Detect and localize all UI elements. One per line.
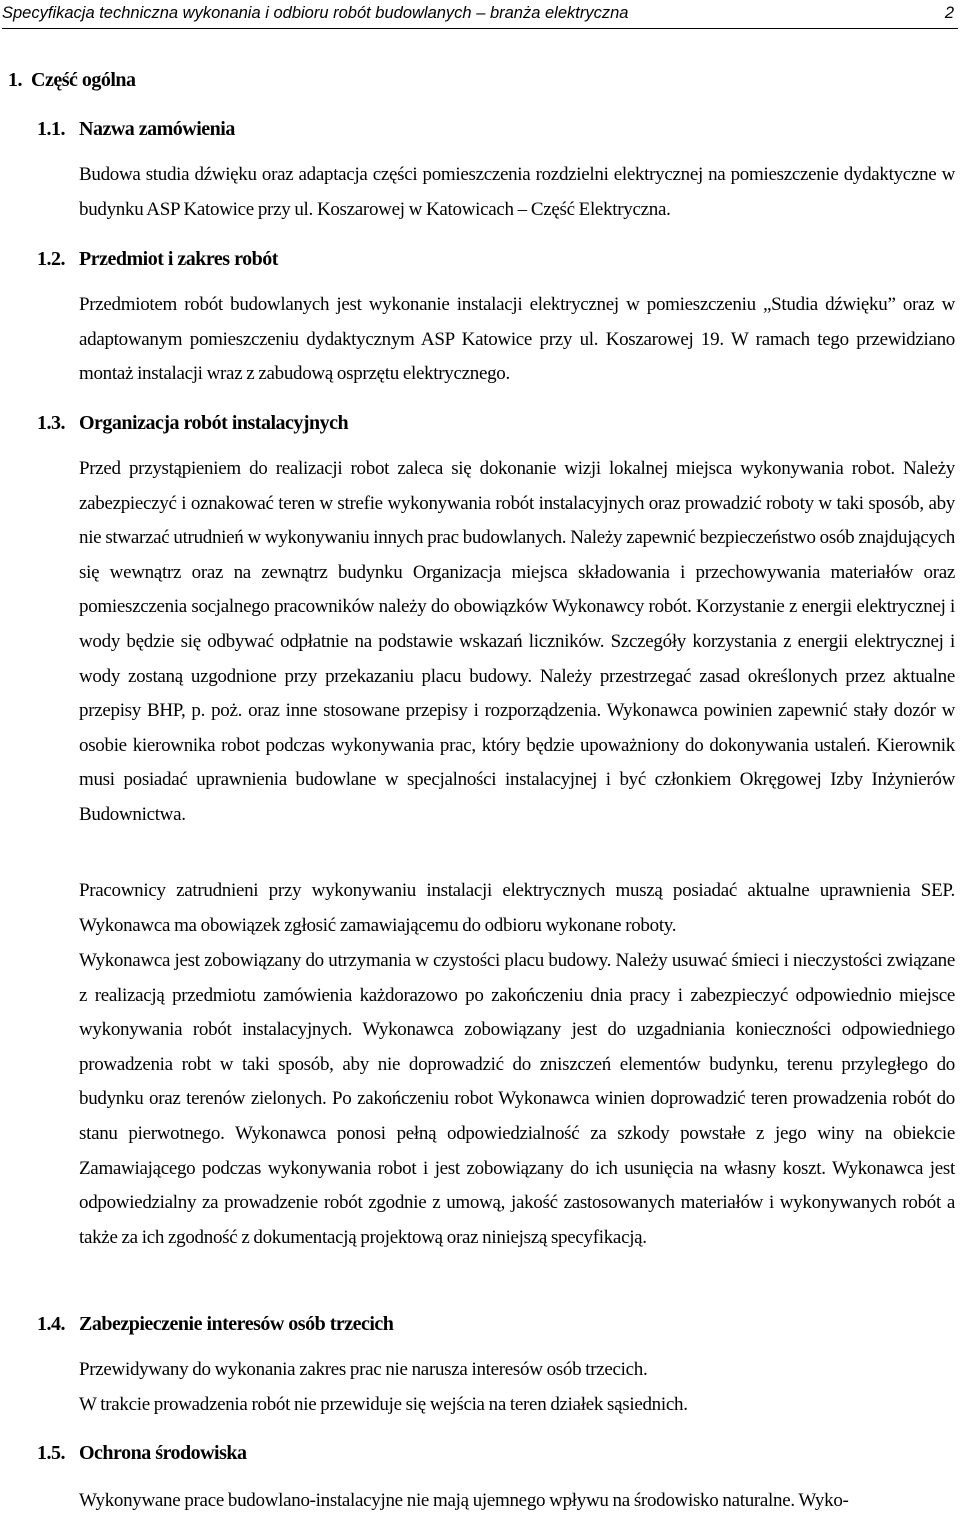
header-title: Specyfikacja techniczna wykonania i odbioru robót budowlanych – branża elektryczna <box>2 4 629 22</box>
subsection-title: Organizacja robót instalacyjnych <box>79 412 349 434</box>
header-page-number: 2 <box>944 4 954 22</box>
subsection-title: Przedmiot i zakres robót <box>79 248 278 270</box>
subsection-title: Zabezpieczenie interesów osób trzecich <box>79 1313 394 1335</box>
subsection-title: Nazwa zamówienia <box>79 118 235 140</box>
subsection-number: 1.3. <box>37 412 65 434</box>
section-heading-1 <box>8 66 136 94</box>
subsection-number: 1.5. <box>37 1442 65 1464</box>
paragraph-interesy-line-1: Przewidywany do wykonania zakres prac nie narusza interesów osób trzecich. <box>79 1359 648 1380</box>
subsection-heading-1-3 <box>37 409 348 437</box>
subsection-number: 1.4. <box>37 1313 65 1335</box>
subsection-number: 1.2. <box>37 248 65 270</box>
subsection-heading-1-2 <box>37 245 278 273</box>
paragraph-przedmiot: Przedmiotem robót budowlanych jest wykonanie instalacji elektrycznej w pomieszczeniu „Studia dźwięku” oraz w adaptowanym pomieszczeniu dydaktycznym ASP Katowice przy ul. Koszarowej 19. W ramach tego przewidziano montaż instalacji wraz z zabudową osprzętu elektrycznego. <box>79 294 955 385</box>
section-title: Część ogólna <box>31 69 136 91</box>
section-number: 1. <box>8 69 22 91</box>
subsection-heading-1-1 <box>37 115 235 143</box>
paragraph-organizacja-1: Przed przystąpieniem do realizacji robot zaleca się dokonanie wizji lokalnej miejsca wykonywania robot. Należy zabezpieczyć i oznakować teren w strefie wykonywania robót instalacyjnych oraz prowadzić roboty w taki sposób, aby nie stwarzać utrudnień w wykonywaniu innych prac budowlanych. Należy zapewnić bezpieczeństwo osób znajdujących się wewnątrz oraz na zewnątrz budynku Organizacja miejsca składowania i przechowywania materiałów oraz pomieszczenia socjalnego pracowników należy do obowiązków Wykonawcy robót. Korzystanie z energii elektrycznej i wody będzie się odbywać odpłatnie na podstawie wskazań liczników. Szczegóły korzystania z energii elektrycznej i wody zostaną uzgodnione przy przekazaniu placu budowy. Należy przestrzegać zasad określonych przez aktualne przepisy BHP, p. poż. oraz inne stosowane przepisy i rozporządzenia. Wykonawca powinien zapewnić stały dozór w osobie kierownika robot podczas wykonywania prac, który będzie upoważniony do dokonywania ustaleń. Kierownik musi posiadać uprawnienia budowlane w specjalności instalacyjnej i być członkiem Okręgowej Izby Inżynierów Budownictwa. <box>79 458 955 825</box>
paragraph-organizacja-3: Wykonawca jest zobowiązany do utrzymania w czystości placu budowy. Należy usuwać śmieci i nieczystości związane z realizacją przedmiotu zamówienia każdorazowo po zakończeniu dnia pracy i zabezpieczyć odpowiednio miejsce wykonywania robót instalacyjnych. Wykonawca zobowiązany jest do uzgadniania konieczności odpowiedniego prowadzenia robt w taki sposób, aby nie doprowadzić do zniszczeń elementów budynku, terenu przyległego do budynku oraz terenów zielonych. Po zakończeniu robot Wykonawca winien doprowadzić teren prowadzenia robót do stanu pierwotnego. Wykonawca ponosi pełną odpowiedzialność za szkody powstałe z jego winy na obiekcie Zamawiającego podczas wykonywania robot i jest zobowiązany do ich usunięcia na własny koszt. Wykonawca jest odpowiedzialny za prowadzenie robót zgodnie z umową, jakość zastosowanych materiałów i wykonywanych robót a także za ich zgodność z dokumentacją projektową oraz niniejszą specyfikacją. <box>79 950 955 1248</box>
page-header <box>2 0 958 29</box>
subsection-number: 1.1. <box>37 118 65 140</box>
paragraph-ochrona-srodowiska: Wykonywane prace budowlano-instalacyjne nie mają ujemnego wpływu na środowisko naturalne. Wyko- <box>79 1490 849 1511</box>
paragraph-interesy-line-2: W trakcie prowadzenia robót nie przewiduje się wejścia na teren działek sąsiednich. <box>79 1394 688 1415</box>
paragraph-organizacja-2: Pracownicy zatrudnieni przy wykonywaniu instalacji elektrycznych muszą posiadać aktualne uprawnienia SEP. Wykonawca ma obowiązek zgłosić zamawiającemu do odbioru wykonane roboty. <box>79 880 955 936</box>
subsection-title: Ochrona środowiska <box>79 1442 247 1464</box>
subsection-heading-1-5 <box>37 1439 247 1467</box>
paragraph-nazwa-zamowienia: Budowa studia dźwięku oraz adaptacja części pomieszczenia rozdzielni elektrycznej na pomieszczenie dydaktyczne w budynku ASP Katowice przy ul. Koszarowej w Katowicach – Część Elektryczna. <box>79 164 955 220</box>
subsection-heading-1-4 <box>37 1310 393 1338</box>
